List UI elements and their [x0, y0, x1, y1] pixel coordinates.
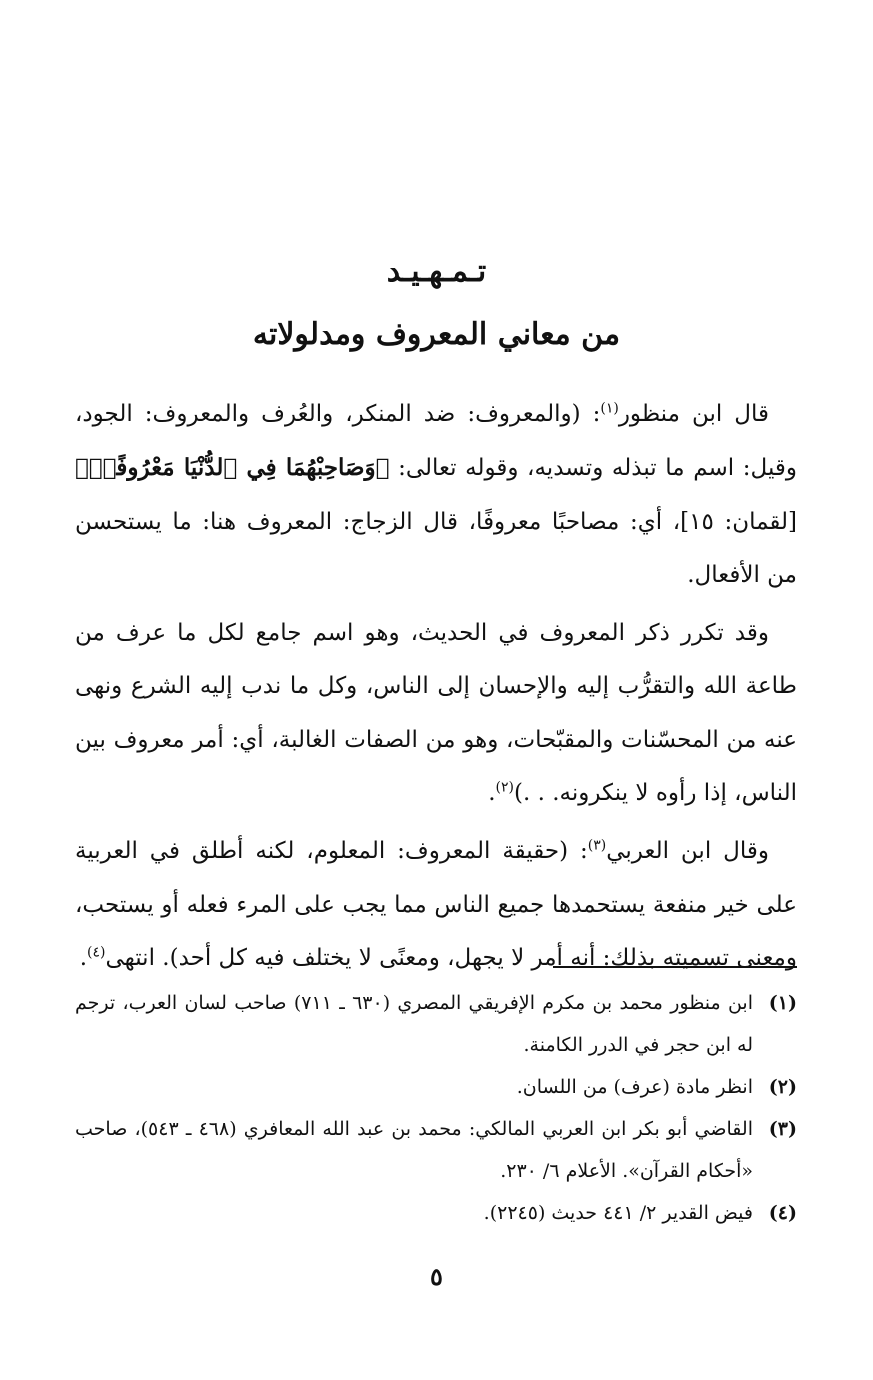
paragraph-text: : (والمعروف: ضد المنكر، والعُرف والمعروف: الجود، وقيل: اسم ما تبذله وتسديه، وقوله تعالى:	[75, 401, 797, 482]
paragraph-3	[75, 825, 797, 985]
footnote-text: انظر مادة (عرف) من اللسان.	[516, 1076, 753, 1098]
footnote-text: ابن منظور محمد بن مكرم الإفريقي المصري (٦٣٠ ـ ٧١١) صاحب لسان العرب، ترجم له ابن حجر في الدرر الكامنة.	[75, 992, 754, 1056]
paragraph-text: وقد تكرر ذكر المعروف في الحديث، وهو اسم جامع لكل ما عرف من طاعة الله والتقرُّب إليه والإحسان إلى الناس، وكل ما ندب إليه الشرع ونهى عنه من المحسّنات والمقبّحات، وهو من الصفات الغالبة، أي: أمر معروف بين الناس، إذا رأوه لا ينكرونه. . .)	[75, 620, 797, 807]
paragraph-text: [لقمان: ١٥]، أي: مصاحبًا معروفًا، قال الزجاج: المعروف هنا: ما يستحسن من الأفعال.	[75, 508, 798, 588]
paragraph-text: قال ابن منظور	[618, 401, 769, 427]
body-text	[75, 388, 797, 990]
paragraph-text: .	[79, 944, 87, 971]
chapter-subtitle: من معاني المعروف ومدلولاته	[252, 317, 621, 352]
paragraph-1	[75, 388, 797, 602]
footnote-ref-1: (١)	[600, 400, 619, 417]
paragraph-text: : (حقيقة المعروف: المعلوم، لكنه أطلق في العربية على خير منفعة يستحمدها جميع الناس مما يجب على المرء فعله أو يستحب، ومعنى تسميته بذلك: أنه أمر لا يجهل، ومعنًى لا يختلف فيه كل أحد). انتهى	[75, 838, 797, 971]
footnote-3	[75, 1108, 797, 1192]
footnote-text: فيض القدير ٢/ ٤٤١ حديث (٢٢٤٥).	[483, 1202, 753, 1224]
chapter-title: تـمـهـيـد	[386, 254, 487, 289]
footnote-ref-3: (٣)	[587, 837, 607, 854]
footnote-ref-4: (٤)	[87, 944, 106, 961]
paragraph-text: .	[488, 780, 496, 807]
footnote-1	[75, 982, 797, 1066]
footnote-number: (٤)	[768, 1202, 797, 1224]
footnote-2	[75, 1066, 797, 1108]
footnote-divider	[553, 966, 797, 968]
page-number: ٥	[430, 1262, 443, 1291]
footnote-number: (١)	[768, 992, 797, 1014]
paragraph-2	[75, 607, 797, 820]
quran-verse: ﴿وَصَاحِبْهُمَا فِي ٱلدُّنْيَا مَعْرُوفًاۖ﴾	[75, 454, 390, 482]
footnotes	[75, 982, 797, 1234]
footnote-number: (٣)	[768, 1118, 797, 1140]
footnote-number: (٢)	[768, 1076, 797, 1098]
paragraph-text: وقال ابن العربي	[606, 838, 769, 865]
footnote-4	[75, 1192, 797, 1234]
footnote-text: القاضي أبو بكر ابن العربي المالكي: محمد بن عبد الله المعافري (٤٦٨ ـ ٥٤٣)، صاحب «أحكام القرآن». الأعلام ٦/ ٢٣٠.	[75, 1118, 753, 1182]
footnote-ref-2: (٢)	[495, 779, 514, 796]
